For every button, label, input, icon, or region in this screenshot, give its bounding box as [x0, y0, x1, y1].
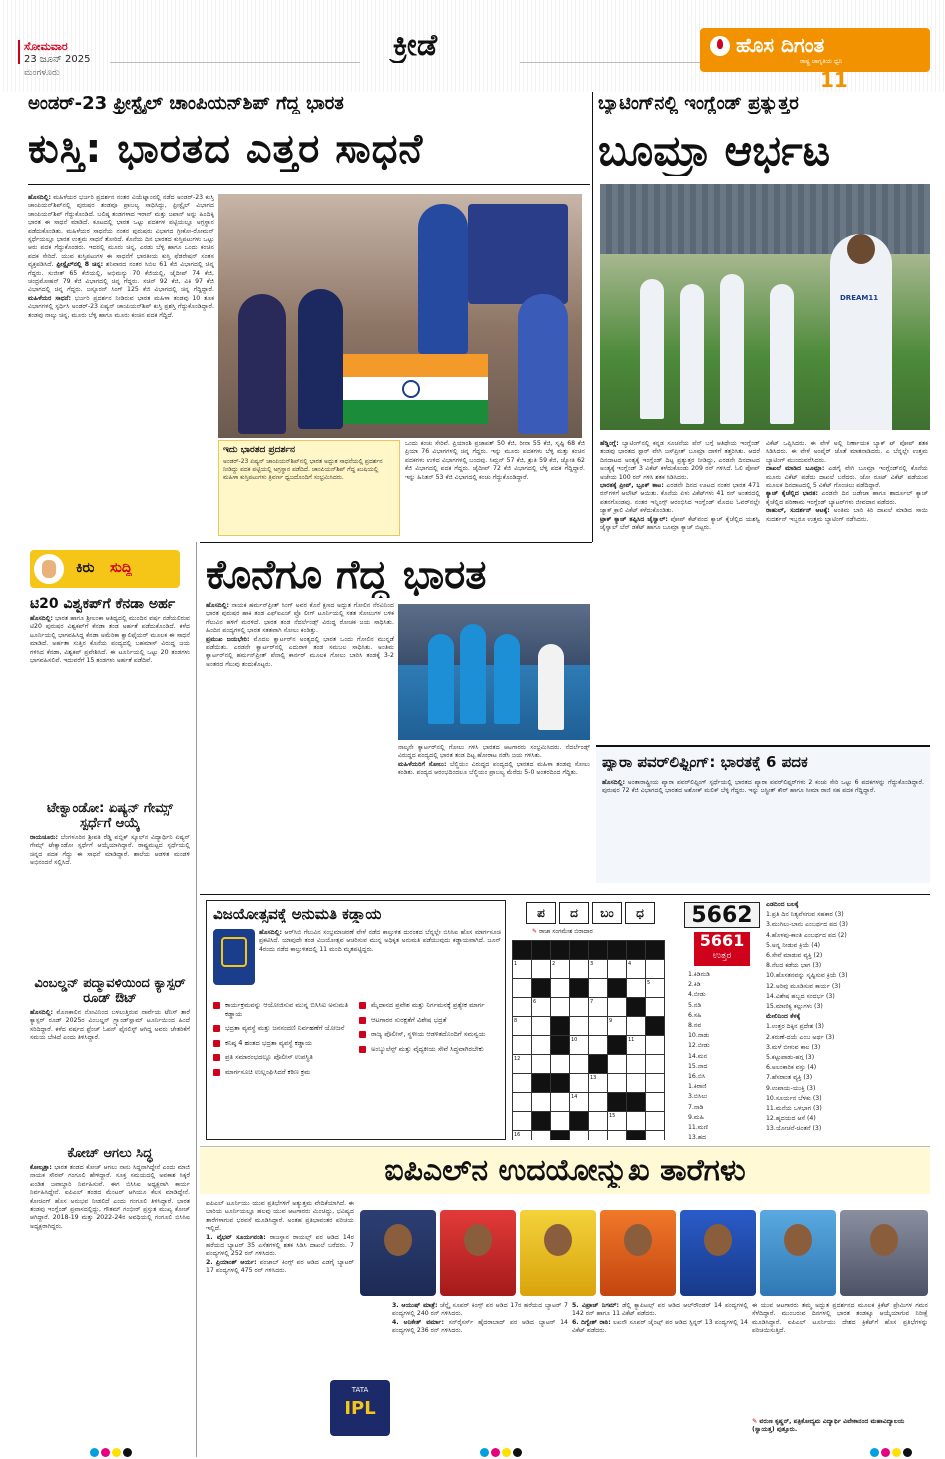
crossword-cell[interactable]: 14 [570, 1093, 589, 1112]
crossword-cell[interactable]: 5 [646, 979, 665, 998]
down-clue: 12.ಹೃದಯದ ಆಸೆ (4) [766, 1115, 816, 1123]
kirusuddi-hand-icon [34, 554, 64, 584]
ipl-p5: 5. ವಿಪ್ರಾಜ್ ನಿಗಮ್: [572, 1302, 620, 1309]
logo-ipl: IPL [344, 1398, 376, 1419]
para-dateline: ಹೊಸದಿಲ್ಲಿ: [602, 779, 625, 786]
down-clue: 1.ಉತ್ತರ ದಿಕ್ಕಿನ ಪ್ರದೇಶ (3) [766, 1023, 824, 1031]
crossword-cell[interactable] [570, 1055, 589, 1074]
kirusuddi-item-title: ಟೇಕ್ವಾಂಡೋ: ಏಷ್ಯನ್ ಗೇಮ್ಸ್ ಸ್ಪರ್ಧೆಗೆ ಆಯ್ಕೆ [47, 801, 173, 831]
bumrah-col2b: ಎಡಗೈ ವೇಗಿ ಬೂಮ್ರಾ ಇಂಗ್ಲೆಂಡ್‌ನಲ್ಲಿ ಕೊನೆಯ ಮೂರು ವಿಕೆಟ್ ಪಡೆದು ದಾಖಲೆ ಬರೆದರು. ಜೋ ರೂಟ್ ವಿಕೆಟ್ ಪಡೆಯುವ ಮೂಲಕ ದಿನದಾಟದಲ್ಲಿ 5 ವಿಕೆಟ್ ಗೊಂಚಲು ಪಡೆದಿದ್ದಾರೆ. [766, 465, 928, 490]
kirusuddi-body: ಬೆಂಗಳೂರಿನ ಶ್ರೀಪತಿ ರೆಡ್ಡಿ ಪಬ್ಲಿಕ್ ಸ್ಕೂಲ್‌ನ ವಿದ್ಯಾರ್ಥಿನಿ ಏಷ್ಯನ್ ಗೇಮ್ಸ್ ಟೇಕ್ವಾಂಡೋ ಸ್ಪರ್ಧೆಗೆ ಆಯ್ಕೆಯಾಗಿದ್ದಾರೆ. ರಾಷ್ಟ್ರಮಟ್ಟದ ಸ್ಪರ್ಧೆಯಲ್ಲಿ ಚಿನ್ನದ ಪದಕ ಗೆದ್ದು ಈ ಸಾಧನೆ ಮಾಡಿದ್ದಾರೆ. ಶಾಲೆಯ ಆಡಳಿತ ಮಂಡಳಿ ಅಭಿನಂದನೆ ಸಲ್ಲಿಸಿದೆ. [30, 834, 190, 867]
crossword-cell[interactable]: 2 [551, 960, 570, 979]
athlete-2 [298, 289, 343, 429]
bumrah-photo [600, 184, 930, 430]
puzzle-number: 5662 [684, 902, 760, 928]
across-clue: 10.ಹೊಸತನವನ್ನು ಸೃಷ್ಟಿಸುವ ಕ್ರಿಯೆ (3) [766, 972, 848, 980]
across-title: ಎಡದಿಂದ ಬಲಕ್ಕೆ [766, 901, 799, 908]
crossword-cell[interactable] [608, 1036, 627, 1055]
crossword-cell[interactable] [627, 1112, 646, 1131]
celebration-body-wrap [259, 929, 501, 995]
across-clue: 14.ವಿಶೇಷ ಹಬ್ಬದ ಸಂದರ್ಭ (3) [766, 992, 835, 1000]
crossword-cell[interactable] [646, 960, 665, 979]
rule-item: ರಾಜ್ಯ ಪೊಲೀಸ್, ಸ್ಥಳೀಯ ಆಡಳಿತದೊಂದಿಗೆ ಸಮನ್ವಯ [359, 1030, 501, 1039]
kirusuddi-banner [30, 550, 180, 588]
answer-item: 7.ನಾಡಿ [688, 1103, 704, 1111]
title-char: ದ [559, 902, 589, 924]
crossword-grid[interactable] [512, 940, 665, 1140]
answers-label: ಉತ್ತರ [712, 951, 732, 961]
kirusuddi-item-title: ಟಿ20 ವಿಶ್ವಕಪ್‌ಗೆ ಕೆನಡಾ ಅರ್ಹ [30, 596, 176, 612]
bumrah-dateline: ಹೆಡ್ಡಿಂಗ್ಲೆ: [600, 440, 619, 447]
chakra-icon [402, 380, 420, 398]
crossword-cell[interactable]: 1 [513, 960, 532, 979]
wrestling-kicker: ಅಂಡರ್-23 ಫ್ರೀಸ್ಟೈಲ್ ಚಾಂಪಿಯನ್‌ಶಿಪ್ ಗೆದ್ದ ಭಾರತ [28, 93, 344, 114]
crossword-cell[interactable] [589, 1017, 608, 1036]
brand-tag: ರಾಷ್ಟ್ರ ಜಾಗೃತಿಯ ಧ್ವನಿ [800, 58, 843, 65]
brand-lamp-icon [710, 36, 730, 56]
crossword-cell[interactable] [532, 979, 551, 998]
player-photo-2 [440, 1210, 516, 1296]
across-clue: 8.ನೆಲದ ಕಡೆಯ ಭಾಗ (3) [766, 962, 822, 970]
down-clue: 11.ಮನೆಯ ಒಳಭಾಗ (3) [766, 1105, 822, 1113]
answer-item: 8.ನವ [688, 1022, 702, 1030]
down-clue: 10.ಸೂರ್ಯನ ಬೆಳಕು (3) [766, 1094, 822, 1102]
kirusuddi-dateline: ಹೊಸದಿಲ್ಲಿ: [30, 1009, 53, 1016]
answer-item: 6.ಸಹಿ [688, 1011, 702, 1019]
ipl-intro: ಐಪಿಎಲ್ ಟೂರ್ನಿಯು ಯುವ ಪ್ರತಿಭೆಗಳಿಗೆ ಅತ್ಯುತ್ತಮ ವೇದಿಕೆಯಾಗಿದೆ. ಈ ಬಾರಿಯ ಟೂರ್ನಿಯಲ್ಲೂ ಹಲವು ಯುವ ಆಟಗಾರರು ಮಿಂಚಿದ್ದು, ಭವಿಷ್ಯದ ತಾರೆಗಳಾಗುವ ಭರವಸೆ ಮೂಡಿಸಿದ್ದಾರೆ. ಅಂತಹ ಪ್ರತಿಭಾವಂತರ ಪರಿಚಯ ಇಲ್ಲಿದೆ. [206, 1200, 354, 1233]
ipl-p1: 1. ವೈಭವ್ ಸೂರ್ಯವಂಶಿ: [206, 1233, 266, 1241]
answer-item: 1.ಕಿಡಿನುಡಿ [688, 971, 711, 978]
ipl-col2 [392, 1302, 568, 1452]
bumrah-col1-text: ಬ್ಯಾಟಿಂಗ್‌ನಲ್ಲಿ ಕನ್ನಡ ಸೂಚನೆಯ ಪೆನ್ ಬಗ್ಗೆ ಆತಿಥೇಯ ಇಂಗ್ಲೆಂಡ್ ತಂಡವು ಭಾರತದ ಸ್ಟಾರ್ ವೇಗಿ ಜಸ್‌ಪ್ರೀತ್ ಬೂಮ್ರಾ ದಾಳಿಗೆ ತತ್ತರಿಸಿತು. ಆದರೆ ದಿನದಾಟದ ಅಂತ್ಯಕ್ಕೆ ಇಂಗ್ಲೆಂಡ್ ದಿಟ್ಟ ಪ್ರತ್ಯುತ್ತರ ನೀಡಿದ್ದು, ಎರಡನೇ ದಿನದಾಟದ ಅಂತ್ಯಕ್ಕೆ ಇಂಗ್ಲೆಂಡ್ 3 ವಿಕೆಟ್ ಕಳೆದುಕೊಂಡು 209 ರನ್ ಗಳಿಸಿದೆ. ಓಲಿ ಪೋಪ್ ಅಜೇಯ 100 ರನ್ ಗಳಿಸಿ ಶತಕ ಸಿಡಿಸಿದರು. [600, 440, 760, 481]
bumrah-headline: ಬೂಮ್ರಾ ಆರ್ಭಟ [598, 126, 831, 175]
crossword-cell[interactable] [608, 1055, 627, 1074]
crossword-cell[interactable] [589, 941, 608, 960]
answer-item: 13.ಹದ [688, 1134, 707, 1140]
hockey-player-1 [428, 634, 454, 724]
answer-item: 9.ಮಹಿ [688, 1113, 705, 1121]
crossword-cell[interactable] [532, 1131, 551, 1141]
player-figure-2 [680, 284, 704, 424]
down-clue: 9.ಉಪಾಯ-ಯುಕ್ತಿ (3) [766, 1084, 816, 1092]
hockey-dateline: ಹೊಸದಿಲ್ಲಿ: [206, 602, 229, 609]
crossword-cell[interactable] [589, 1131, 608, 1141]
crossword-cell[interactable] [532, 1112, 551, 1131]
registration-dots-right [870, 1442, 914, 1459]
crossword-cell[interactable] [513, 941, 532, 960]
crossword-cell[interactable]: 13 [589, 1074, 608, 1093]
hockey-body3: ಬೆಲ್ಜಿಯಂ ವಿರುದ್ಧದ ಪಂದ್ಯದಲ್ಲಿ ಭಾರತದ ಮಹಿಳಾ ತಂಡವು ಸೋಲು ಕಂಡಿತು. ಪಂದ್ಯದ ಆರಂಭದಿಂದಲೂ ಬೆಲ್ಜಿಯಂ ಪ್ರಾಬಲ್ಯ ಮೆರೆದು 5-0 ಅಂತರದಿಂದ ಗೆದ್ದಿತು. [398, 760, 590, 777]
answer-item: 14.ಮನ [688, 1052, 708, 1060]
hockey-col1 [206, 602, 394, 892]
masthead-day: ಸೋಮವಾರ [24, 40, 68, 53]
crossword-cell[interactable] [551, 1112, 570, 1131]
crossword-cell[interactable] [627, 1131, 646, 1141]
answer-item: 1.ಕಿರಾಣಿ [688, 1083, 707, 1091]
hockey-body2: ಮೊದಲ ಕ್ವಾರ್ಟರ್‌ನ ಅಂತ್ಯದಲ್ಲಿ ಭಾರತ ಒಂದು ಗೋಲಿನ ಮುನ್ನಡೆ ಪಡೆಯಿತು. ಎರಡನೇ ಕ್ವಾರ್ಟರ್‌ನಲ್ಲಿ ಎದುರಾಳಿ ತಂಡ ಸಮಬಲ ಸಾಧಿಸಿತು. ಅಂತಿಮ ಕ್ವಾರ್ಟರ್‌ನಲ್ಲಿ ಹರ್ಮನ್‌ಪ್ರೀತ್ ಪೆನಾಲ್ಟಿ ಕಾರ್ನರ್ ಮೂಲಕ ಗೋಲು ಬಾರಿಸಿ ತಂಡಕ್ಕೆ 3-2 ಅಂತರದ ಗೆಲುವು ತಂದುಕೊಟ್ಟರು. [206, 635, 394, 668]
athlete-1 [238, 294, 286, 434]
player-figure-1 [640, 279, 664, 419]
answer-item: 2.ಕಿಡಿ [688, 981, 701, 989]
crossword-cell[interactable]: 10 [570, 1036, 589, 1055]
crossword-grid-wrap [512, 940, 665, 1140]
wrestling-body1: ಮಹಿಳೆಯರ ಭರ್ಜರಿ ಪ್ರದರ್ಶನ ನಂತರ ವಿಯೆಟ್ನಾಂನಲ್ಲಿ ನಡೆದ ಅಂಡರ್-23 ಕುಸ್ತಿ ಚಾಂಪಿಯನ್‌ಶಿಪ್‌ನಲ್ಲಿ ಪುರುಷರ ತಂಡವೂ ಪ್ರಾಬಲ್ಯ ಸಾಧಿಸಿದ್ದು, ಫ್ರೀಸ್ಟೈಲ್ ವಿಭಾಗದ ಚಾಂಪಿಯನ್‌ಶಿಪ್ ಗೆದ್ದುಕೊಂಡಿದೆ. ಬಲಿಷ್ಠ ತಂಡಗಳಾದ ಇರಾನ್ ಮತ್ತು ಜಪಾನ್ ಅನ್ನು ಹಿಂದಿಕ್ಕಿ ಭಾರತ ಈ ಸಾಧನೆ ಮಾಡಿದೆ. ಕೂಟದಲ್ಲಿ ಭಾರತ ಒಟ್ಟು ಪದಕಗಳ ಪಟ್ಟಿಯಲ್ಲೂ ಅಗ್ರಸ್ಥಾನ ಪಡೆದುಕೊಂಡಿತು. ಮಹಿಳೆಯರ ಸಾಧನೆಯ ನಂತರ ಪುರುಷರು ವಿಭಾಗದ ಗ್ರೀಕೋ-ರೋಮನ್ ಸ್ಪರ್ಧೆಯಲ್ಲೂ ಭಾರತ ಉತ್ತಮ ಸಾಧನೆ ತೋರಿದೆ. ಕೊನೆಯ ದಿನ ಭಾರತದ ಕುಸ್ತಿಪಟುಗಳು ಒಟ್ಟು ಆರು ಪದಕ ಗೆದ್ದುಕೊಂಡರು. ಇದರಲ್ಲಿ ಮೂರು ಚಿನ್ನ, ಎರಡು ಬೆಳ್ಳಿ ಹಾಗೂ ಒಂದು ಕಂಚಿನ ಪದಕ ಸೇರಿದೆ. ಯುವ ಕುಸ್ತಿಪಟುಗಳ ಈ ಸಾಧನೆಗೆ ಭಾರತೀಯ ಕುಸ್ತಿ ಫೆಡರೇಷನ್ ಸಂತಸ ವ್ಯಕ್ತಪಡಿಸಿದೆ. [28, 194, 214, 269]
page-number: 11 [820, 68, 848, 92]
crossword-cell[interactable] [608, 1074, 627, 1093]
pen-icon: ✎ [532, 928, 538, 935]
player-figure-3 [720, 274, 744, 424]
crossword-cell[interactable] [532, 1055, 551, 1074]
down-clue: 7.ಹೆಸರಾಂತ ವ್ಯಕ್ತಿ (3) [766, 1074, 813, 1082]
rule-item: ಮಾರ್ಗಸೂಚಿ ಉಲ್ಲಂಘಿಸಿದರೆ ಕಠಿಣ ಕ್ರಮ [213, 1068, 353, 1077]
crossword-cell[interactable] [513, 1074, 532, 1093]
hockey-sub2: ಮಹಿಳೆಯರಿಗೆ ಸೋಲು: [398, 760, 447, 768]
crossword-cell[interactable] [646, 1131, 665, 1141]
masthead [0, 0, 945, 92]
crossword-cell[interactable] [570, 1074, 589, 1093]
down-clue: 13.ಯೋಚನೆ-ಚಿಂತನೆ (3) [766, 1125, 822, 1133]
crossword-cell[interactable] [646, 941, 665, 960]
bumrah-sub3: ದಾಖಲೆ ಮಾಡಿದ ಬೂಮ್ರಾ: [766, 465, 825, 473]
kirusuddi-body: ಭಾರತ ಹಾಗೂ ಶ್ರೀಲಂಕಾ ಆತಿಥ್ಯದಲ್ಲಿ ಮುಂದಿನ ವರ್ಷ ನಡೆಯಲಿರುವ ಟಿ20 ಪುರುಷರ ವಿಶ್ವಕಪ್‌ಗೆ ಕೆನಡಾ ತಂಡ ಅರ್ಹತೆ ಪಡೆದುಕೊಂಡಿದೆ. ಕಳೆದ ಟೂರ್ನಿಯಲ್ಲಿ ಭಾಗವಹಿಸಿದ್ದ ಕೆನಡಾ ಅಮೆರಿಕಾ ಕ್ವಾಲಿಫೈಯರ್ ಮೂಲಕ ಈ ಸಾಧನೆ ಮಾಡಿದೆ. ಅರ್ಹತಾ ಸುತ್ತಿನ ಕೊನೆಯ ಪಂದ್ಯದಲ್ಲಿ ಬಹಮಾಸ್ ವಿರುದ್ಧ ಜಯ ಗಳಿಸಿದ ಕೆನಡಾ, ವಿಶ್ವಕಪ್ ಪ್ರವೇಶಿಸಿದೆ. ಈ ಟೂರ್ನಿಯಲ್ಲಿ ಒಟ್ಟು 20 ತಂಡಗಳು ಭಾಗವಹಿಸಲಿವೆ. ಇದುವರೆಗೆ 15 ತಂಡಗಳು ಅರ್ಹತೆ ಪಡೆದಿವೆ. [30, 615, 190, 665]
answer-item: 10.ನಾಡು [688, 1032, 710, 1040]
ipl-headline: ಐಪಿಎಲ್‌ನ ಉದಯೋನ್ಮುಖ ತಾರೆಗಳು [384, 1153, 746, 1188]
hockey-photo-caption: ನಾಲ್ಕನೇ ಕ್ವಾರ್ಟರ್‌ನಲ್ಲಿ ಗೋಲು ಗಳಿಸಿ ಭಾರತದ ಆಟಗಾರರು ಸಂಭ್ರಮಿಸಿದರು. ನೆದರ್ಲೆಂಡ್ಸ್ ವಿರುದ್ಧದ ಪಂದ್ಯದಲ್ಲಿ ಭಾರತ ತಂಡ ದಿಟ್ಟ ಹೋರಾಟ ನಡೆಸಿ ಜಯ ಗಳಿಸಿತು. [398, 744, 590, 760]
crossword-cell[interactable] [532, 960, 551, 979]
crossword-cell[interactable] [608, 998, 627, 1017]
crossword-cell[interactable] [608, 979, 627, 998]
answers-column [684, 900, 764, 1140]
bumrah-col1c: ಪೋಪ್ ಕೆಟ್‌ವಂದ ಕ್ಯಾಚ್ ಕೈಚೆಲ್ಲಿದ ಯಶಸ್ವಿ ಜೈಸ್ವಾಲ್ ಬೆನ್ ಡಕೆಟ್ ಹಾಗೂ ಬೂಮ್ರಾ ಕ್ಯಾಚ್ ಬಿಟ್ಟರು. [600, 515, 760, 532]
kirusuddi-dateline: ಕೋಲ್ಕತ್ತಾ: [30, 1164, 52, 1171]
crossword-cell[interactable] [646, 1017, 665, 1036]
hockey-headline: ಕೊನೆಗೂ ಗೆದ್ದ ಭಾರತ [206, 552, 487, 598]
across-clue: 5.ಅನ್ನ ನೀಡುವ ಕ್ರಿಯೆ (4) [766, 941, 821, 949]
kirusuddi-item-title: ಕೋಚ್ ಆಗಲು ಸಿದ್ಧ [67, 1146, 153, 1161]
bumrah-kicker: ಬ್ಯಾಟಿಂಗ್‌ನಲ್ಲಿ ಇಂಗ್ಲೆಂಡ್ ಪ್ರತ್ಯುತ್ತರ [598, 93, 799, 114]
hockey-body: ನಾಯಕ ಹರ್ಮನ್‌ಪ್ರೀತ್ ಸಿಂಗ್ ಅವರ ಕೊನೆ ಕ್ಷಣದ ಅದ್ಭುತ ಗೋಲಿನ ನೆರವಿನಿಂದ ಭಾರತ ಪುರುಷರ ಹಾಕಿ ತಂಡ ಎಫ್‌ಐಎಚ್ ಪ್ರೊ ಲೀಗ್ ಟೂರ್ನಿಯಲ್ಲಿ ಸತತ ಸೋಲುಗಳ ಬಳಿಕ ಗೆಲುವಿನ ಹಳಿಗೆ ಮರಳಿದೆ. ಭಾರತ ತಂಡ ನೆದರ್ಲೆಂಡ್ಸ್ ವಿರುದ್ಧ ರೋಚಕ ಜಯ ಸಾಧಿಸಿತು. ಹಿಂದಿನ ಪಂದ್ಯಗಳಲ್ಲಿ ಭಾರತ ಸತತವಾಗಿ ಸೋಲು ಕಂಡಿತ್ತು. [206, 602, 394, 635]
player-photo-5 [680, 1210, 756, 1296]
brand-name: ಹೊಸ ದಿಗಂತ [736, 33, 825, 57]
crossword-cell[interactable]: 16 [513, 1131, 532, 1141]
ipl-p3: 3. ಆಯುಷ್ ಮಾತ್ರೆ: [392, 1302, 438, 1309]
athlete-3 [418, 204, 468, 354]
masthead-line-right [520, 62, 700, 63]
answer-item: 15.ನಾದ [688, 1062, 708, 1070]
crossword-cell[interactable] [589, 979, 608, 998]
crossword-cell[interactable] [627, 1074, 646, 1093]
kirusuddi-list [30, 596, 190, 1456]
bumrah-figure: DREAM11 [830, 234, 892, 430]
crossword-cell[interactable] [646, 1093, 665, 1112]
kirusuddi-dateline: ಹೊಸದಿಲ್ಲಿ: [30, 615, 53, 622]
wrestling-body2: ಶನಿವಾರದ ನಂತರ ಸಿಬಿಲ 61 ಕೆಜಿ ವಿಭಾಗದಲ್ಲಿ ಚಿನ್ನ ಗೆದ್ದರು. ಸುಜೀತ್ 65 ಕೆಜಿಯಲ್ಲಿ, ಅಭಿಮನ್ಯು 70 ಕೆಜಿಯಲ್ಲಿ, ಜೈದೀಪ್ 74 ಕೆಜಿ, ಚಂದ್ರಮೋಹನ್ 79 ಕೆಜಿ ವಿಭಾಗದಲ್ಲಿ ಚಿನ್ನ ಗೆದ್ದರು. ಸಚಿನ್ 92 ಕೆಜಿ, ವಿಕಿ 97 ಕೆಜಿ ವಿಭಾಗದಲ್ಲಿ ಚಿನ್ನ ಗೆದ್ದರು. ಜಸ್ಪೂರನ್ ಸಿಂಗ್ 125 ಕೆಜಿ ವಿಭಾಗದಲ್ಲಿ ಚಿನ್ನ ಗೆದ್ದಿದ್ದಾರೆ. [28, 261, 214, 294]
crossword-cell[interactable] [513, 1093, 532, 1112]
para-headline: ಪ್ಯಾರಾ ಪವರ್‌ಲಿಫ್ಟಿಂಗ್: ಭಾರತಕ್ಕೆ 6 ಪದಕ [602, 753, 808, 771]
rule-item: ಕಾರ್ಯಕ್ರಮವನ್ನು ಆಯೋಜಿಸುವ ಮುನ್ನ ಬಿಸಿಸಿಐ ಅನುಮತಿ ಕಡ್ಡಾಯ [213, 1001, 353, 1018]
ipl-p4: 4. ಅನಿಕೇತ್ ವರ್ಮಾ: [392, 1318, 444, 1326]
crossword-cell[interactable] [570, 941, 589, 960]
crossword-cell[interactable] [646, 998, 665, 1017]
answers-list [688, 970, 764, 1140]
crossword-cell[interactable] [551, 1131, 570, 1141]
ipl-logo-icon [330, 1380, 390, 1436]
across-clue: 6.ಸೇವೆ ಮಾಡುವ ವ್ಯಕ್ತಿ (2) [766, 952, 823, 960]
crossword-cell[interactable] [532, 1017, 551, 1036]
answers-badge [694, 932, 750, 966]
celebration-dateline: ಹೊಸದಿಲ್ಲಿ: [259, 929, 282, 936]
down-clue: 6.ಅಲಂಕಾರಿಕ ವಸ್ತು (4) [766, 1064, 817, 1072]
bumrah-col2 [766, 440, 928, 740]
clues-column [766, 900, 930, 1142]
hockey-player-3 [494, 634, 520, 724]
crossword-cell[interactable]: 4 [627, 960, 646, 979]
crossword-cell[interactable] [570, 998, 589, 1017]
bcci-logo-icon [213, 929, 255, 985]
bumrah-col2-text: ವಿಕೆಟ್ ಒಪ್ಪಿಸಿದರು. ಈ ವೇಳೆ ಅಲ್ಲಿ ನಿರ್ಣಾಯಕ ಬ್ಯಾಕ್ ಟ್ ಪೋಪ್ ಶತಕ ಸಿಡಿಸಿದರು. ಈ ವೇಳೆ ಅಂಪೈರ್ ಜೊತೆ ಮಾತನಾಡಿದರು. ಎ ಬೆನ್ನಲ್ಲೇ ಉತ್ತಮ ಬ್ಯಾಟಿಂಗ್ ಮುಂದುವರೆಸಿದರು. [766, 440, 928, 464]
crossword-cell[interactable] [551, 1036, 570, 1055]
celebration-rules-left [213, 1001, 353, 1083]
wrestling-headline: ಕುಸ್ತಿ: ಭಾರತದ ಎತ್ತರ ಸಾಧನೆ [28, 126, 424, 172]
crossword-cell[interactable] [627, 998, 646, 1017]
player-photo-1 [360, 1210, 436, 1296]
celebration-headline: ವಿಜಯೋತ್ಸವಕ್ಕೆ ಅನುಮತಿ ಕಡ್ಡಾಯ [213, 905, 382, 923]
rule-item: ಆಟಗಾರರ ಸುರಕ್ಷತೆಗೆ ವಿಶೇಷ ಭದ್ರತೆ [359, 1016, 501, 1025]
bumrah-sub4: ಕ್ಯಾಚ್ ಕೈಚೆಲ್ಲಿದ ಭಾರತ: [766, 490, 819, 498]
rule-item: ಕನಿಷ್ಠ 4 ಹಂತದ ಭದ್ರತಾ ವ್ಯವಸ್ಥೆ ಕಡ್ಡಾಯ [213, 1039, 353, 1048]
backdrop-board [468, 204, 568, 304]
para-body-wrap [602, 779, 924, 879]
crossword-cell[interactable] [627, 979, 646, 998]
crossword-cell[interactable] [551, 1017, 570, 1036]
masthead-date: 23 ಜೂನ್ 2025 [24, 54, 91, 65]
crossword-cell[interactable] [551, 1074, 570, 1093]
hockey-sub: ಪ್ರಮುಖ ಜಯಭೇರಿ: [206, 635, 250, 643]
crossword-cell[interactable] [570, 1131, 589, 1141]
crossword-cell[interactable] [513, 1112, 532, 1131]
ipl-p2-text: ಪಂಜಾಬ್ ಕಿಂಗ್ಸ್ ಪರ ಆಡಿದ ಎಡಗೈ ಬ್ಯಾಟರ್ 17 ಪಂದ್ಯಗಳಲ್ಲಿ 475 ರನ್ ಗಳಿಸಿದರು. [206, 1258, 354, 1275]
crossword-cell[interactable]: 8 [513, 1017, 532, 1036]
hockey-opponent [538, 644, 564, 730]
bumrah-col2c: ಎರಡನೇ ದಿನ ಜಡೇಜಾ ಹಾಗೂ ಶಾರ್ದೂಲ್ ಕ್ಯಾಚ್ ಕೈಚೆಲ್ಲಿದ ಪರಿಣಾಮ ಇಂಗ್ಲೆಂಡ್ ಬ್ಯಾಟರ್‌ಗಳು ಜೀವದಾನ ಪಡೆದರು. [766, 490, 928, 506]
crossword-cell[interactable] [570, 1112, 589, 1131]
player-photo-3 [520, 1210, 596, 1296]
ipl-col4: ಈ ಯುವ ಆಟಗಾರರು ತಮ್ಮ ಅದ್ಭುತ ಪ್ರದರ್ಶನದ ಮೂಲಕ ಕ್ರಿಕೆಟ್ ಪ್ರೇಮಿಗಳ ಗಮನ ಸೆಳೆದಿದ್ದಾರೆ. ಮುಂಬರುವ ದಿನಗಳಲ್ಲಿ ಭಾರತ ತಂಡಕ್ಕೂ ಆಯ್ಕೆಯಾಗುವ ನಿರೀಕ್ಷೆ ಮೂಡಿಸಿದ್ದಾರೆ. ಐಪಿಎಲ್ ಟೂರ್ನಿಯು ದೇಶದ ಕ್ರಿಕೆಟ್‌ಗೆ ಹೊಸ ಪ್ರತಿಭೆಗಳನ್ನು ಪರಿಚಯಿಸುತ್ತಿದೆ. [752, 1302, 928, 1335]
wrestling-sub2: ಮಹಿಳೆಯರ ಸಾಧನೆ: [28, 294, 72, 302]
title-char: ಬಂ [592, 902, 622, 924]
crossword-cell[interactable] [532, 941, 551, 960]
crossword-cell[interactable] [646, 1112, 665, 1131]
crossword-cell[interactable]: 7 [589, 998, 608, 1017]
player-photo-6 [760, 1210, 836, 1296]
down-clue: 5.ಕಟ್ಟುಪಾಡು-ಹಗ್ಗ (3) [766, 1054, 815, 1062]
celebration-body: ಆರ್‌ಸಿಬಿ ಗೆಲುವಿನ ಸಂಭ್ರಮಾಚರಣೆ ವೇಳೆ ನಡೆದ ಕಾಲ್ತುಳಿತ ದುರಂತದ ಬೆನ್ನಲ್ಲೇ ಬಿಸಿಸಿಐ ಹೊಸ ಮಾರ್ಗಸೂಚಿ ಪ್ರಕಟಿಸಿದೆ. ಯಾವುದೇ ತಂಡ ವಿಜಯೋತ್ಸವ ಆಚರಿಸುವ ಮುನ್ನ ಅಧಿಕೃತ ಅನುಮತಿ ಪಡೆಯುವುದು ಕಡ್ಡಾಯವಾಗಿದೆ. ಜೂನ್ 4ರಂದು ನಡೆದ ಕಾಲ್ತುಳಿತದಲ್ಲಿ 11 ಮಂದಿ ಮೃತಪಟ್ಟಿದ್ದರು. [259, 929, 501, 953]
kirusuddi-label: ಕಿರು [76, 560, 95, 576]
crossword-cell[interactable]: 6 [532, 998, 551, 1017]
registration-dots-center [480, 1442, 524, 1459]
crossword-cell[interactable] [589, 1055, 608, 1074]
rule-item: ಮೈದಾನದ ಪ್ರವೇಶ ಮತ್ತು ನಿರ್ಗಮನಕ್ಕೆ ಪ್ರತ್ಯೇಕ ಮಾರ್ಗ [359, 1001, 501, 1010]
answer-item: 11.ಮಣಿ [688, 1124, 709, 1132]
masthead-city: ಮಂಗಳೂರು [24, 68, 60, 78]
answer-item: 4.ಬೀಡು [688, 991, 706, 999]
crossword-cell[interactable] [608, 960, 627, 979]
answer-item: 12.ಬೀಡು [688, 1042, 710, 1050]
crossword-cell[interactable] [532, 1074, 551, 1093]
wrestling-body3: ಭರ್ಜರಿ ಪ್ರದರ್ಶನ ನೀಡಿರುವ ಭಾರತ ಮಹಿಳಾ ತಂಡವು 10 ತೂಕ ವಿಭಾಗಗಳಲ್ಲಿ ಸ್ಪರ್ಧಿಸಿ ಅಂಡರ್-23 ಏಷ್ಯನ್ ಚಾಂಪಿಯನ್‌ಶಿಪ್ ಕುಸ್ತಿ ಪ್ರಶಸ್ತಿ ಗೆದ್ದುಕೊಂಡಿದ್ದಾರೆ. ತಂಡವು ನಾಲ್ಕು ಚಿನ್ನ, ಮೂರು ಬೆಳ್ಳಿ ಹಾಗೂ ಮೂರು ಕಂಚಿನ ಪದಕ ಗೆದ್ದಿದೆ. [28, 294, 214, 319]
title-char: ಪ [526, 902, 556, 924]
crossword-cell[interactable] [627, 1093, 646, 1112]
player-photo-4 [600, 1210, 676, 1296]
hockey-col2 [398, 744, 590, 894]
crossword-cell[interactable] [570, 1017, 589, 1036]
ipl-credit [752, 1418, 928, 1435]
para-section [596, 745, 930, 883]
ipl-p6: 6. ದಿಗ್ವೇಶ್ ರಾಠಿ: [572, 1318, 611, 1326]
ipl-col3 [572, 1302, 748, 1452]
bumrah-col1 [600, 440, 760, 740]
crossword-cell[interactable]: 3 [589, 960, 608, 979]
down-clues [766, 1022, 930, 1134]
rule-item: ಭದ್ರತಾ ವ್ಯವಸ್ಥೆ ಮತ್ತು ಜನಸಂದಣಿ ನಿರ್ವಹಣೆಗೆ ಯೋಜನೆ [213, 1024, 353, 1033]
answer-item: 3.ಬಿಸಿಲು [688, 1093, 708, 1101]
rule-item: ಪ್ರತಿ ಸಮಾರಂಭದಲ್ಲೂ ಪೊಲೀಸ್ ಉಪಸ್ಥಿತಿ [213, 1053, 353, 1062]
bumrah-sub5: ರಾಹುಲ್, ಸುದರ್ಶನ್ ಆಟಕ್ಕೆ: [766, 507, 830, 515]
down-clue: 3.ಮಳೆ ಬೀಳುವ ಕಾಲ (3) [766, 1043, 821, 1051]
crossword-cell[interactable] [551, 941, 570, 960]
player-photo-7 [840, 1210, 928, 1296]
kirusuddi-item [30, 596, 190, 791]
pen-icon: ✎ [752, 1418, 758, 1425]
crossword-cell[interactable] [627, 941, 646, 960]
masthead-line [110, 62, 360, 63]
kirusuddi-label2: ಸುದ್ದಿ [110, 560, 133, 576]
flag [338, 354, 488, 424]
crossword-cell[interactable]: 11 [627, 1036, 646, 1055]
wrestling-caption-text: ಅಂಡರ್-23 ಏಷ್ಯನ್ ಚಾಂಪಿಯನ್‌ಶಿಪ್‌ನಲ್ಲಿ ಭಾರತ ಅದ್ಭುತ ಸಾಧನೆಯಲ್ಲಿ ಪ್ರದರ್ಶನ ನೀಡಿದ್ದು ಪದಕ ಪಟ್ಟಿಯಲ್ಲಿ ಅಗ್ರಸ್ಥಾನ ಪಡೆದಿದೆ. ಚಾಂಪಿಯನ್‌ಶಿಪ್ ಗೆದ್ದ ಖುಷಿಯಲ್ಲಿ ಮಹಿಳಾ ಕುಸ್ತಿಪಟುಗಳು ತ್ರಿವರ್ಣ ಧ್ವಜದೊಂದಿಗೆ ಸಂಭ್ರಮಿಸಿದರು. [223, 458, 383, 481]
author-name: ರಾಜಾ ಸಂಗಮೇಶ ಬಿರಾದಾರ [538, 928, 593, 935]
crossword-cell[interactable]: 9 [608, 1017, 627, 1036]
hockey-photo [398, 604, 590, 740]
credit-text: ವರುಣ ಕೃಷ್ಣನ್, ಪತ್ರಿಕೋದ್ಯಮ ವಿದ್ಯಾರ್ಥಿ ವಿವೇಕಾನಂದ ಮಹಾವಿದ್ಯಾಲಯ (ಸ್ವಾಯತ್ತ) ಪುತ್ತೂರು. [752, 1418, 905, 1434]
kirusuddi-item [30, 976, 190, 1136]
crossword-cell[interactable] [608, 941, 627, 960]
answers-number: 5661 [699, 932, 745, 950]
crossword-cell[interactable] [532, 1093, 551, 1112]
ipl-p6-text: ಲಖನೌ ಸೂಪರ್ ಜೈಂಟ್ಸ್ ಪರ ಆಡಿದ ಸ್ಪಿನ್ನರ್ 13 ಪಂದ್ಯಗಳಲ್ಲಿ 14 ವಿಕೆಟ್ ಪಡೆದರು. [572, 1318, 748, 1335]
crossword-cell[interactable] [646, 1036, 665, 1055]
title-char: ಧ [625, 902, 655, 924]
wrestling-photo [218, 194, 582, 438]
crossword-cell[interactable] [646, 1055, 665, 1074]
logo-tata: TATA [351, 1386, 369, 1394]
ipl-p3-text: ಚೆನ್ನೈ ಸೂಪರ್ ಕಿಂಗ್ಸ್ ಪರ ಆಡಿದ 17ರ ಹರೆಯದ ಬ್ಯಾಟರ್ 7 ಪಂದ್ಯಗಳಲ್ಲಿ 240 ರನ್ ಗಳಿಸಿದರು. [392, 1302, 568, 1318]
crossword-cell[interactable]: 15 [608, 1112, 627, 1131]
down-clue: 2.ಕರುಣೆ-ದಯೆ ಎಂಬ ಅರ್ಥ (3) [766, 1033, 835, 1041]
crossword-cell[interactable]: 12 [513, 1055, 532, 1074]
registration-dots-left [90, 1442, 134, 1459]
crossword-cell[interactable] [551, 998, 570, 1017]
across-clue: 15.ಮಾಣಿಕ್ಯ ಕಲ್ಲುಗಳು (3) [766, 1003, 823, 1011]
across-clue: 12.ಅರಿವು ಮೂಡಿಸುವ ಕಾರ್ಯ (3) [766, 982, 841, 990]
crossword-cell[interactable] [627, 1017, 646, 1036]
crossword-cell[interactable] [551, 979, 570, 998]
ipl-p2: 2. ಪ್ರಿಯಾಂಶ್ ಆರ್ಯ: [206, 1258, 257, 1266]
wrestling-sub1: ಫ್ರೀಸ್ಟೈಲ್‌ನಲ್ಲಿ 8 ಚಿನ್ನ: [56, 261, 104, 269]
down-title: ಮೇಲಿನಿಂದ ಕೆಳಕ್ಕೆ [766, 1013, 801, 1021]
answer-item: 16.ಬಿಸಿ [688, 1073, 706, 1081]
player-figure-4 [770, 284, 794, 424]
crossword-cell[interactable] [513, 1036, 532, 1055]
crossword-cell[interactable] [513, 998, 532, 1017]
across-clue: 4.ಹೊಳಪು-ಕಾಂತಿ ಎಂಬರ್ಥದ ಪದ (2) [766, 931, 847, 939]
ipl-p1-text: ರಾಜಸ್ಥಾನ ರಾಯಲ್ಸ್ ಪರ ಆಡಿದ 14ರ ಹರೆಯದ ಬ್ಯಾಟರ್ 35 ಎಸೆತಗಳಲ್ಲಿ ಶತಕ ಸಿಡಿಸಿ ದಾಖಲೆ ಬರೆದರು. 7 ಪಂದ್ಯಗಳಲ್ಲಿ 252 ರನ್ ಗಳಿಸಿದರು. [206, 1233, 354, 1258]
crossword-cell[interactable] [589, 1112, 608, 1131]
wrestling-caption-box [218, 440, 400, 536]
wrestling-col1 [28, 194, 214, 539]
crossword-cell[interactable] [646, 1074, 665, 1093]
crossword-cell[interactable] [551, 1093, 570, 1112]
kirusuddi-item [30, 801, 190, 966]
crossword-cell[interactable] [532, 1036, 551, 1055]
athlete-4 [518, 294, 568, 434]
kirusuddi-body: ಭಾರತ ತಂಡದ ಕೋಚ್ ಆಗಲು ನಾನು ಸಿದ್ಧನಾಗಿದ್ದೇನೆ ಎಂದು ಮಾಜಿ ನಾಯಕ ಸೌರವ್ ಗಂಗೂಲಿ ಹೇಳಿದ್ದಾರೆ. ಸೂಕ್ತ ಸಮಯದಲ್ಲಿ ಅವಕಾಶ ಸಿಕ್ಕರೆ ಖಂಡಿತ ಜವಾಬ್ದಾರಿ ನಿರ್ವಹಿಸುವೆ. ಈಗ ಬಿಸಿಸಿಐ ಅಧ್ಯಕ್ಷನಾಗಿ ಕಾರ್ಯ ನಿರ್ವಹಿಸಿದ್ದೇನೆ. ಐಪಿಎಲ್ ತಂಡದ ಮೆಂಟರ್ ಆಗಿಯೂ ಕೆಲಸ ಮಾಡಿದ್ದೇನೆ. ಕೋಚಿಂಗ್ ಹೊಸ ಅನುಭವ ನೀಡಲಿದೆ ಎಂದು ಗಂಗೂಲಿ ತಿಳಿಸಿದ್ದಾರೆ. ಭಾರತ ತಂಡವು ಇಂಗ್ಲೆಂಡ್ ಪ್ರವಾಸದಲ್ಲಿದ್ದು, ಗೌತಮ್ ಗಂಭೀರ್ ಪ್ರಸ್ತುತ ಮುಖ್ಯ ಕೋಚ್ ಆಗಿದ್ದಾರೆ. 2018-19 ಮತ್ತು 2022-24ರ ಅವಧಿಯಲ್ಲಿ ಗಂಗೂಲಿ ಬಿಸಿಸಿಐ ಅಧ್ಯಕ್ಷರಾಗಿದ್ದರು. [30, 1164, 190, 1230]
wrestling-dateline: ಹೊಸದಿಲ್ಲಿ: [28, 194, 51, 201]
bumrah-col2d: ಅಂತಿಮ ಬಾರಿ ಕಿರಿ ದಾಖಲೆ ಮಾಡಿದ ಸಾಯಿ ಸುದರ್ಶನ್ ಇಬ್ಬರೂ ಉತ್ತಮ ಬ್ಯಾಟಿಂಗ್ ನಡೆಸಿದರು. [766, 507, 928, 523]
crossword-cell[interactable] [551, 1055, 570, 1074]
crossword-cell[interactable] [608, 1093, 627, 1112]
para-body: ಅಂತಾರಾಷ್ಟ್ರೀಯ ಪ್ಯಾರಾ ಪವರ್‌ಲಿಫ್ಟಿಂಗ್ ಸ್ಪರ್ಧೆಯಲ್ಲಿ ಭಾರತದ ಪ್ಯಾರಾ ಪವರ್‌ಲಿಫ್ಟರ್‌ಗಳು 2 ಕಂಚು ಸೇರಿ ಒಟ್ಟು 6 ಪದಕಗಳನ್ನು ಗೆದ್ದುಕೊಂಡಿದ್ದಾರೆ. ಪುರುಷರ 72 ಕೆಜಿ ವಿಭಾಗದಲ್ಲಿ ಭಾರತದ ಅಶೋಕ್ ಮಲಿಕ್ ಬೆಳ್ಳಿ ಗೆದ್ದರು. ಇನ್ನು ಜಸ್ಪ್ರೀತ್ ಕೌರ್ ಹಾಗೂ ಸೀಮಾ ರಾಣಿ ಸಹ ಪದಕ ಗೆದ್ದಿದ್ದಾರೆ. [602, 779, 924, 795]
kirusuddi-item-title: ವಿಂಬಲ್ಡನ್ ಪದ್ಮಾವಳಿಯಿಂದ ಕ್ಯಾಸ್ಪರ್ ರೂಡ್ ಔಟ್ [34, 976, 186, 1006]
ipl-p4-text: ಸನ್‌ರೈಸರ್ಸ್ ಹೈದರಾಬಾದ್ ಪರ ಆಡಿದ ಬ್ಯಾಟರ್ 14 ಪಂದ್ಯಗಳಲ್ಲಿ 236 ರನ್ ಗಳಿಸಿದರು. [392, 1318, 568, 1335]
crossword-cell[interactable] [589, 1093, 608, 1112]
ipl-banner [200, 1146, 930, 1194]
crossword-cell[interactable] [513, 979, 532, 998]
across-clue: 3.ಮುಗಿಲು-ಬಾನು ಎಂಬರ್ಥದ ಪದ (3) [766, 921, 848, 929]
date-marker [18, 40, 20, 64]
kirusuddi-body: ಮೊಣಕಾಲಿನ ನೋವಿನಿಂದ ಬಳಲುತ್ತಿರುವ ನಾರ್ವೆಯ ಟೆನಿಸ್ ತಾರೆ ಕ್ಯಾಸ್ಪರ್ ರೂಡ್ 2025ರ ವಿಂಬಲ್ಡನ್ ಗ್ರ್ಯಾಂಡ್‌ಸ್ಲಾಮ್ ಟೂರ್ನಿಯಿಂದ ಹಿಂದೆ ಸರಿದಿದ್ದಾರೆ. ಕಳೆದ ವರ್ಷದ ಫ್ರೆಂಚ್ ಓಪನ್ ಫೈನಲಿಸ್ಟ್ ಆಗಿದ್ದ ಅವರು ಚೇತರಿಕೆಗೆ ಸಮಯ ಬೇಕಿದೆ ಎಂದು ತಿಳಿಸಿದ್ದಾರೆ. [30, 1009, 190, 1042]
bumrah-sub2: ಟ್ರಾಕ್ ಕ್ಯಾಚ್ ತಪ್ಪಿಸಿದ ಜೈಸ್ವಾಲ್: [600, 515, 668, 523]
bumrah-sub1: ಭಾರತಕ್ಕೆ ಪ್ರೀಪ್, ಬ್ರೂಕ್ ಕಾಟ: [600, 482, 664, 490]
kirusuddi-item [30, 1146, 190, 1446]
crossword-cell[interactable] [570, 960, 589, 979]
crossword-author [532, 928, 593, 936]
celebration-box [206, 900, 506, 1140]
celebration-rules-right [359, 1001, 501, 1059]
crossword-cell[interactable] [627, 1055, 646, 1074]
bumrah-col1b: ಎರಡನೇ ದಿನದ ಊಟದ ನಂತರ ಭಾರತ 471 ರನ್‌ಗಳಿಗೆ ಆಲೌಟ್ ಆಯಿತು. ಕೊನೆಯ ಏಳು ವಿಕೆಟ್‌ಗಳು 41 ರನ್ ಅಂತರದಲ್ಲಿ ಪತನಗೊಂಡವು. ನಂತರ ಇನ್ನಿಂಗ್ಸ್ ಆರಂಭಿಸಿದ ಇಂಗ್ಲೆಂಡ್ ಮೊದಲ ಓವರ್‌ನಲ್ಲೇ ಜ್ಯಾಕ್ ಕ್ರಾಲಿ ವಿಕೆಟ್ ಕಳೆದುಕೊಂಡಿತು. [600, 482, 760, 515]
crossword [512, 900, 680, 1140]
answer-item: 5.ನಡಿ [688, 1001, 702, 1009]
section-title: ಕ್ರೀಡೆ [392, 28, 438, 63]
across-clue: 1.ಪ್ರತಿ ದಿನ ನಿತ್ಯವೆಸಗುವ ಸಹಕಾರ (3) [766, 911, 844, 919]
crossword-cell[interactable] [589, 1036, 608, 1055]
ipl-p5-text: ಡೆಲ್ಲಿ ಕ್ಯಾಪಿಟಲ್ಸ್ ಪರ ಆಡಿದ ಆಲ್‌ರೌಂಡರ್ 14 ಪಂದ್ಯಗಳಲ್ಲಿ 142 ರನ್ ಹಾಗೂ 11 ವಿಕೆಟ್ ಪಡೆದರು. [572, 1302, 748, 1318]
across-clues [766, 910, 930, 1012]
wrestling-caption-cont: ಒಂದು ಕಂಚು ಸೇರಿವೆ. ಪ್ರಿಯಾಂಶಿ ಪ್ರಜಾಪತ್ 50 ಕೆಜಿ, ರೀನಾ 55 ಕೆಜಿ, ಸೃಷ್ಟಿ 68 ಕೆಜಿ ಪ್ರಿಯಾ 76 ವಿಭಾಗಗಳಲ್ಲಿ ಚಿನ್ನ ಗೆದ್ದರು. ಇನ್ನು ಮೂರು ಪದಕಗಳು ಬೆಳ್ಳಿ ಮತ್ತು ಕಂಚಿನ ಪದಕಗಳು ಉಳಿದ ವಿಭಾಗಗಳಲ್ಲಿ ಬಂದವು. ಸಿಮ್ರನ್ 57 ಕೆಜಿ, ಶ್ರುತಿ 59 ಕೆಜಿ, ಜ್ಯೋತಿ 62 ಕೆಜಿ ವಿಭಾಗದಲ್ಲಿ ಪದಕ ಗೆದ್ದರು. ಜೈದೀಪ್ 72 ಕೆಜಿ ವಿಭಾಗದಲ್ಲಿ ಬೆಳ್ಳಿ ಪದಕ ಗೆದ್ದಿದ್ದಾರೆ. ಇನ್ನು ಹಿನಿತನ್ 53 ಕೆಜಿ ವಿಭಾಗದಲ್ಲಿ ಕಂಚು ಗೆದ್ದುಕೊಂಡಿದ್ದಾರೆ. [405, 440, 585, 481]
brand-box [700, 28, 930, 72]
wrestling-caption-title: ಇದು ಭಾರತದ ಪ್ರದರ್ಶನ [223, 445, 296, 455]
crossword-title [526, 902, 666, 924]
hockey-player-2 [460, 624, 486, 724]
kirusuddi-dateline: ರಾಯಚೂರು: [30, 834, 58, 841]
crossword-cell[interactable] [570, 979, 589, 998]
rule-item: ಅಂಬ್ಯುಲೆನ್ಸ್ ಮತ್ತು ವೈದ್ಯಕೀಯ ಸೇವೆ ಸಿದ್ಧವಾಗಿರಬೇಕು [359, 1045, 501, 1054]
crossword-cell[interactable] [608, 1131, 627, 1141]
